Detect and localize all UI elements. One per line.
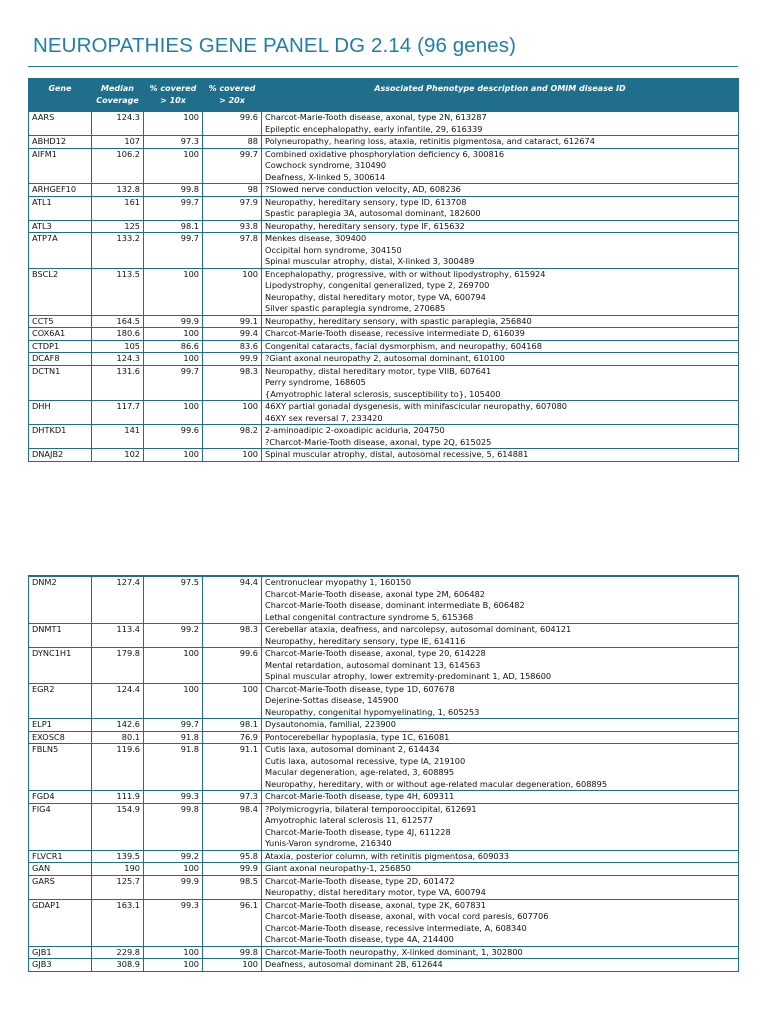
covered-10x-cell: 99.7: [144, 719, 203, 732]
median-coverage-cell: 161: [92, 196, 144, 220]
phenotype-entry: Spinal muscular atrophy, distal, X-linked 3, 300489: [265, 256, 475, 266]
phenotype-cell: [262, 683, 739, 719]
covered-20x-cell: 98.2: [203, 425, 262, 449]
covered-10x-cell: 99.8: [144, 184, 203, 197]
covered-20x-cell: 99.6: [203, 648, 262, 684]
phenotype-entry: Pontocerebellar hypoplasia, type 1C, 616081: [265, 731, 450, 742]
covered-20x-cell: 95.8: [203, 850, 262, 863]
phenotype-entry: Neuropathy, hereditary sensory, type IF, 615632: [265, 220, 465, 231]
covered-20x-cell: 98.3: [203, 624, 262, 648]
table-row: [29, 353, 739, 366]
covered-10x-cell: 100: [144, 863, 203, 876]
covered-10x-cell: 99.8: [144, 803, 203, 850]
median-coverage-cell: 119.6: [92, 744, 144, 791]
covered-10x-cell: 98.1: [144, 220, 203, 233]
covered-10x-cell: 99.9: [144, 875, 203, 899]
covered-10x-cell: 99.3: [144, 899, 203, 946]
phenotype-entry: ?Slowed nerve conduction velocity, AD, 608236: [265, 184, 461, 194]
phenotype-entry: Charcot-Marie-Tooth disease, recessive intermediate D, 616039: [265, 328, 525, 338]
covered-20x-cell: 99.9: [203, 353, 262, 366]
phenotype-entry: Ataxia, posterior column, with retinitis pigmentosa, 609033: [265, 850, 510, 861]
phenotype-entry: Lethal congenital contracture syndrome 5, 615368: [265, 611, 474, 622]
header-phenotype: Associated Phenotype description and OMIM disease ID: [262, 79, 739, 112]
covered-20x-cell: 99.9: [203, 863, 262, 876]
covered-10x-cell: 97.5: [144, 576, 203, 624]
median-coverage-cell: 125: [92, 220, 144, 233]
phenotype-cell: [262, 136, 739, 149]
phenotype-entry: Dysautonomia, familial, 223900: [265, 719, 396, 729]
gene-cell: GJB1: [29, 946, 92, 959]
covered-20x-cell: 76.9: [203, 731, 262, 744]
covered-10x-cell: 100: [144, 648, 203, 684]
median-coverage-cell: 117.7: [92, 401, 144, 425]
table-row: [29, 136, 739, 149]
table-row: [29, 899, 739, 946]
table-row: [29, 946, 739, 959]
covered-20x-cell: 99.6: [203, 112, 262, 136]
median-coverage-cell: 131.6: [92, 365, 144, 401]
phenotype-cell: [262, 624, 739, 648]
covered-20x-cell: 98.4: [203, 803, 262, 850]
phenotype-entry: Menkes disease, 309400: [265, 233, 367, 243]
median-coverage-cell: 190: [92, 863, 144, 876]
covered-20x-cell: 96.1: [203, 899, 262, 946]
table-row: [29, 148, 739, 184]
gene-cell: ATL3: [29, 220, 92, 233]
gene-cell: FLVCR1: [29, 850, 92, 863]
phenotype-entry: Centronuclear myopathy 1, 160150: [265, 577, 412, 587]
covered-10x-cell: 100: [144, 449, 203, 462]
gene-cell: DNMT1: [29, 624, 92, 648]
gene-cell: GAN: [29, 863, 92, 876]
phenotype-entry: Perry syndrome, 168605: [265, 377, 366, 387]
covered-10x-cell: 100: [144, 959, 203, 972]
phenotype-entry: Charcot-Marie-Tooth disease, axonal, type 20, 614228: [265, 648, 486, 658]
table-row: [29, 196, 739, 220]
gene-cell: DYNC1H1: [29, 648, 92, 684]
phenotype-entry: Cowchock syndrome, 310490: [265, 160, 387, 170]
phenotype-entry: Neuropathy, distal hereditary motor, type VA, 600794: [265, 291, 486, 302]
phenotype-entry: ?Giant axonal neuropathy 2, autosomal dominant, 610100: [265, 353, 505, 363]
gene-cell: EXOSC8: [29, 731, 92, 744]
phenotype-entry: Macular degeneration, age-related, 3, 608895: [265, 767, 455, 777]
median-coverage-cell: 154.9: [92, 803, 144, 850]
phenotype-entry: Spastic paraplegia 3A, autosomal dominant, 182600: [265, 208, 481, 218]
phenotype-cell: [262, 315, 739, 328]
median-coverage-cell: 164.5: [92, 315, 144, 328]
table-row: [29, 340, 739, 353]
phenotype-entry: Spinal muscular atrophy, distal, autosomal recessive, 5, 614881: [265, 449, 529, 459]
phenotype-cell: [262, 803, 739, 850]
table-row: [29, 624, 739, 648]
covered-20x-cell: 100: [203, 959, 262, 972]
gene-cell: DHH: [29, 401, 92, 425]
covered-10x-cell: 100: [144, 946, 203, 959]
gene-cell: DHTKD1: [29, 425, 92, 449]
phenotype-cell: [262, 850, 739, 863]
phenotype-entry: Charcot-Marie-Tooth disease, type 4H, 609311: [265, 791, 455, 801]
gene-cell: ATP7A: [29, 233, 92, 269]
gene-cell: DNAJB2: [29, 449, 92, 462]
phenotype-entry: Neuropathy, hereditary, with or without age-related macular degeneration, 608895: [265, 778, 608, 789]
phenotype-entry: Charcot-Marie-Tooth disease, axonal, type 2K, 607831: [265, 899, 486, 910]
table-row: [29, 744, 739, 791]
table-row: [29, 850, 739, 863]
header-cov20: % covered > 20x: [203, 79, 262, 112]
phenotype-entry: ?Charcot-Marie-Tooth disease, axonal, type 2Q, 615025: [265, 436, 492, 447]
table-row: [29, 863, 739, 876]
covered-10x-cell: 99.2: [144, 624, 203, 648]
median-coverage-cell: 229.8: [92, 946, 144, 959]
phenotype-entry: Occipital horn syndrome, 304150: [265, 244, 402, 255]
phenotype-entry: Deafness, X-linked 5, 300614: [265, 171, 386, 182]
phenotype-cell: [262, 946, 739, 959]
median-coverage-cell: 124.3: [92, 112, 144, 136]
phenotype-cell: [262, 449, 739, 462]
table-row: [29, 875, 739, 899]
median-coverage-cell: 127.4: [92, 576, 144, 624]
phenotype-cell: [262, 401, 739, 425]
covered-20x-cell: 99.4: [203, 328, 262, 341]
gene-cell: DNM2: [29, 576, 92, 624]
table-row: [29, 719, 739, 732]
phenotype-cell: [262, 863, 739, 876]
covered-20x-cell: 91.1: [203, 744, 262, 791]
table-row: [29, 184, 739, 197]
median-coverage-cell: 105: [92, 340, 144, 353]
phenotype-entry: Neuropathy, hereditary sensory, type ID, 613708: [265, 196, 467, 207]
phenotype-cell: [262, 791, 739, 804]
covered-10x-cell: 86.6: [144, 340, 203, 353]
phenotype-cell: [262, 648, 739, 684]
covered-10x-cell: 99.2: [144, 850, 203, 863]
phenotype-entry: Cerebellar ataxia, deafness, and narcolepsy, autosomal dominant, 604121: [265, 624, 572, 634]
covered-10x-cell: 99.6: [144, 425, 203, 449]
median-coverage-cell: 125.7: [92, 875, 144, 899]
gene-table-2: [28, 575, 739, 972]
covered-20x-cell: 98.3: [203, 365, 262, 401]
median-coverage-cell: 308.9: [92, 959, 144, 972]
gene-cell: ATL1: [29, 196, 92, 220]
median-coverage-cell: 180.6: [92, 328, 144, 341]
phenotype-entry: Congenital cataracts, facial dysmorphism, and neuropathy, 604168: [265, 340, 542, 351]
phenotype-entry: Yunis-Varon syndrome, 216340: [265, 838, 392, 848]
median-coverage-cell: 80.1: [92, 731, 144, 744]
gene-cell: ELP1: [29, 719, 92, 732]
covered-20x-cell: 100: [203, 268, 262, 315]
covered-10x-cell: 99.7: [144, 196, 203, 220]
covered-10x-cell: 97.3: [144, 136, 203, 149]
median-coverage-cell: 106.2: [92, 148, 144, 184]
phenotype-entry: Lipodystrophy, congenital generalized, type 2, 269700: [265, 280, 490, 290]
phenotype-entry: Cutis laxa, autosomal dominant 2, 614434: [265, 744, 440, 754]
phenotype-cell: [262, 875, 739, 899]
covered-20x-cell: 88: [203, 136, 262, 149]
median-coverage-cell: 113.5: [92, 268, 144, 315]
phenotype-entry: Charcot-Marie-Tooth disease, type 2D, 601472: [265, 875, 455, 886]
covered-20x-cell: 97.9: [203, 196, 262, 220]
phenotype-entry: Polyneuropathy, hearing loss, ataxia, retinitis pigmentosa, and cataract, 612674: [265, 136, 595, 146]
phenotype-entry: Mental retardation, autosomal dominant 13, 614563: [265, 659, 481, 670]
covered-20x-cell: 98.5: [203, 875, 262, 899]
gene-cell: CTDP1: [29, 340, 92, 353]
covered-10x-cell: 99.7: [144, 365, 203, 401]
table-row: [29, 576, 739, 624]
phenotype-cell: [262, 425, 739, 449]
median-coverage-cell: 142.6: [92, 719, 144, 732]
phenotype-cell: [262, 731, 739, 744]
phenotype-entry: Neuropathy, hereditary sensory, type IE, 614116: [265, 635, 466, 646]
median-coverage-cell: 113.4: [92, 624, 144, 648]
table-row: [29, 683, 739, 719]
phenotype-cell: [262, 328, 739, 341]
covered-10x-cell: 91.8: [144, 744, 203, 791]
title-divider: [28, 66, 738, 67]
table-row: [29, 959, 739, 972]
phenotype-cell: [262, 340, 739, 353]
gene-cell: COX6A1: [29, 328, 92, 341]
table-row: [29, 328, 739, 341]
phenotype-cell: [262, 196, 739, 220]
phenotype-entry: Spinal muscular atrophy, lower extremity-predominant 1, AD, 158600: [265, 671, 552, 681]
phenotype-cell: [262, 959, 739, 972]
table-row: [29, 233, 739, 269]
phenotype-cell: [262, 719, 739, 732]
phenotype-entry: Charcot-Marie-Tooth disease, axonal, type 2N, 613287: [265, 112, 487, 122]
gene-cell: GARS: [29, 875, 92, 899]
gene-cell: ARHGEF10: [29, 184, 92, 197]
table-row: [29, 803, 739, 850]
phenotype-entry: ?Polymicrogyria, bilateral temporooccipital, 612691: [265, 803, 477, 814]
covered-10x-cell: 99.3: [144, 791, 203, 804]
phenotype-entry: Epileptic encephalopathy, early infantile, 29, 616339: [265, 123, 483, 134]
covered-10x-cell: 100: [144, 683, 203, 719]
phenotype-entry: Charcot-Marie-Tooth disease, type 4J, 611228: [265, 826, 451, 837]
covered-10x-cell: 100: [144, 328, 203, 341]
median-coverage-cell: 141: [92, 425, 144, 449]
phenotype-entry: Charcot-Marie-Tooth disease, dominant intermediate B, 606482: [265, 600, 525, 610]
table-row: [29, 268, 739, 315]
phenotype-entry: Charcot-Marie-Tooth disease, axonal type 2M, 606482: [265, 588, 486, 599]
table-row: [29, 425, 739, 449]
table-row: [29, 315, 739, 328]
phenotype-entry: Giant axonal neuropathy-1, 256850: [265, 863, 411, 873]
covered-20x-cell: 97.8: [203, 233, 262, 269]
table-row: [29, 401, 739, 425]
phenotype-cell: [262, 899, 739, 946]
gene-cell: FBLN5: [29, 744, 92, 791]
gene-cell: EGR2: [29, 683, 92, 719]
gene-cell: GDAP1: [29, 899, 92, 946]
gene-cell: DCTN1: [29, 365, 92, 401]
table-row: [29, 648, 739, 684]
median-coverage-cell: 163.1: [92, 899, 144, 946]
gene-cell: FIG4: [29, 803, 92, 850]
phenotype-entry: Neuropathy, hereditary sensory, with spastic paraplegia, 256840: [265, 315, 532, 326]
covered-20x-cell: 99.7: [203, 148, 262, 184]
gene-cell: GJB3: [29, 959, 92, 972]
gene-cell: AIFM1: [29, 148, 92, 184]
header-cov10: % covered > 10x: [144, 79, 203, 112]
phenotype-entry: Charcot-Marie-Tooth disease, type 4A, 214400: [265, 934, 454, 944]
phenotype-cell: [262, 112, 739, 136]
phenotype-cell: [262, 184, 739, 197]
phenotype-entry: Encephalopathy, progressive, with or without lipodystrophy, 615924: [265, 268, 546, 279]
covered-10x-cell: 100: [144, 268, 203, 315]
gene-cell: FGD4: [29, 791, 92, 804]
phenotype-entry: {Amyotrophic lateral sclerosis, susceptibility to}, 105400: [265, 388, 501, 399]
phenotype-entry: Deafness, autosomal dominant 2B, 612644: [265, 959, 443, 969]
phenotype-cell: [262, 233, 739, 269]
table-row: [29, 731, 739, 744]
gene-cell: ABHD12: [29, 136, 92, 149]
phenotype-cell: [262, 744, 739, 791]
covered-20x-cell: 100: [203, 401, 262, 425]
table-row: [29, 220, 739, 233]
gene-table-1: [28, 78, 739, 462]
phenotype-cell: [262, 220, 739, 233]
covered-10x-cell: 100: [144, 148, 203, 184]
covered-20x-cell: 99.1: [203, 315, 262, 328]
phenotype-cell: [262, 353, 739, 366]
covered-10x-cell: 100: [144, 353, 203, 366]
phenotype-entry: Charcot-Marie-Tooth disease, type 1D, 607678: [265, 683, 455, 694]
phenotype-entry: 2-aminoadipic 2-oxoadipic aciduria, 204750: [265, 425, 445, 435]
table-row: [29, 449, 739, 462]
page-title: NEUROPATHIES GENE PANEL DG 2.14 (96 genes): [33, 34, 517, 57]
phenotype-entry: 46XY sex reversal 7, 233420: [265, 412, 383, 423]
table-row: [29, 112, 739, 136]
phenotype-entry: Neuropathy, distal hereditary motor, type VIIB, 607641: [265, 365, 492, 376]
phenotype-entry: Cutis laxa, autosomal recessive, type IA, 219100: [265, 755, 466, 766]
covered-20x-cell: 99.8: [203, 946, 262, 959]
median-coverage-cell: 179.8: [92, 648, 144, 684]
phenotype-entry: Charcot-Marie-Tooth disease, axonal, with vocal cord paresis, 607706: [265, 911, 549, 921]
median-coverage-cell: 139.5: [92, 850, 144, 863]
gene-cell: AARS: [29, 112, 92, 136]
phenotype-entry: Amyotrophic lateral sclerosis 11, 612577: [265, 815, 433, 825]
phenotype-entry: Neuropathy, congenital hypomyelinating, 1, 605253: [265, 706, 480, 717]
phenotype-entry: 46XY partial gonadal dysgenesis, with minifascicular neuropathy, 607080: [265, 401, 567, 411]
median-coverage-cell: 102: [92, 449, 144, 462]
phenotype-cell: [262, 148, 739, 184]
header-median: Median Coverage: [92, 79, 144, 112]
phenotype-cell: [262, 576, 739, 624]
gene-cell: CCT5: [29, 315, 92, 328]
median-coverage-cell: 124.4: [92, 683, 144, 719]
median-coverage-cell: 111.9: [92, 791, 144, 804]
covered-10x-cell: 99.7: [144, 233, 203, 269]
table-header-row: [29, 79, 739, 112]
median-coverage-cell: 132.8: [92, 184, 144, 197]
covered-20x-cell: 98: [203, 184, 262, 197]
gene-cell: DCAF8: [29, 353, 92, 366]
covered-10x-cell: 100: [144, 401, 203, 425]
header-gene: Gene: [29, 79, 92, 112]
phenotype-entry: Charcot-Marie-Tooth neuropathy, X-linked dominant, 1, 302800: [265, 946, 523, 957]
table-row: [29, 791, 739, 804]
covered-20x-cell: 83.6: [203, 340, 262, 353]
covered-20x-cell: 97.3: [203, 791, 262, 804]
phenotype-entry: Dejerine-Sottas disease, 145900: [265, 695, 399, 705]
covered-10x-cell: 99.9: [144, 315, 203, 328]
phenotype-entry: Neuropathy, distal hereditary motor, type VA, 600794: [265, 887, 486, 897]
covered-20x-cell: 100: [203, 683, 262, 719]
phenotype-cell: [262, 365, 739, 401]
phenotype-cell: [262, 268, 739, 315]
phenotype-entry: Combined oxidative phosphorylation deficiency 6, 300816: [265, 148, 505, 159]
table-row: [29, 365, 739, 401]
covered-10x-cell: 100: [144, 112, 203, 136]
phenotype-entry: Silver spastic paraplegia syndrome, 270685: [265, 303, 446, 313]
covered-20x-cell: 98.1: [203, 719, 262, 732]
covered-20x-cell: 100: [203, 449, 262, 462]
gene-cell: BSCL2: [29, 268, 92, 315]
median-coverage-cell: 124.3: [92, 353, 144, 366]
covered-20x-cell: 94.4: [203, 576, 262, 624]
median-coverage-cell: 133.2: [92, 233, 144, 269]
covered-10x-cell: 91.8: [144, 731, 203, 744]
covered-20x-cell: 93.8: [203, 220, 262, 233]
phenotype-entry: Charcot-Marie-Tooth disease, recessive intermediate, A, 608340: [265, 922, 527, 933]
median-coverage-cell: 107: [92, 136, 144, 149]
